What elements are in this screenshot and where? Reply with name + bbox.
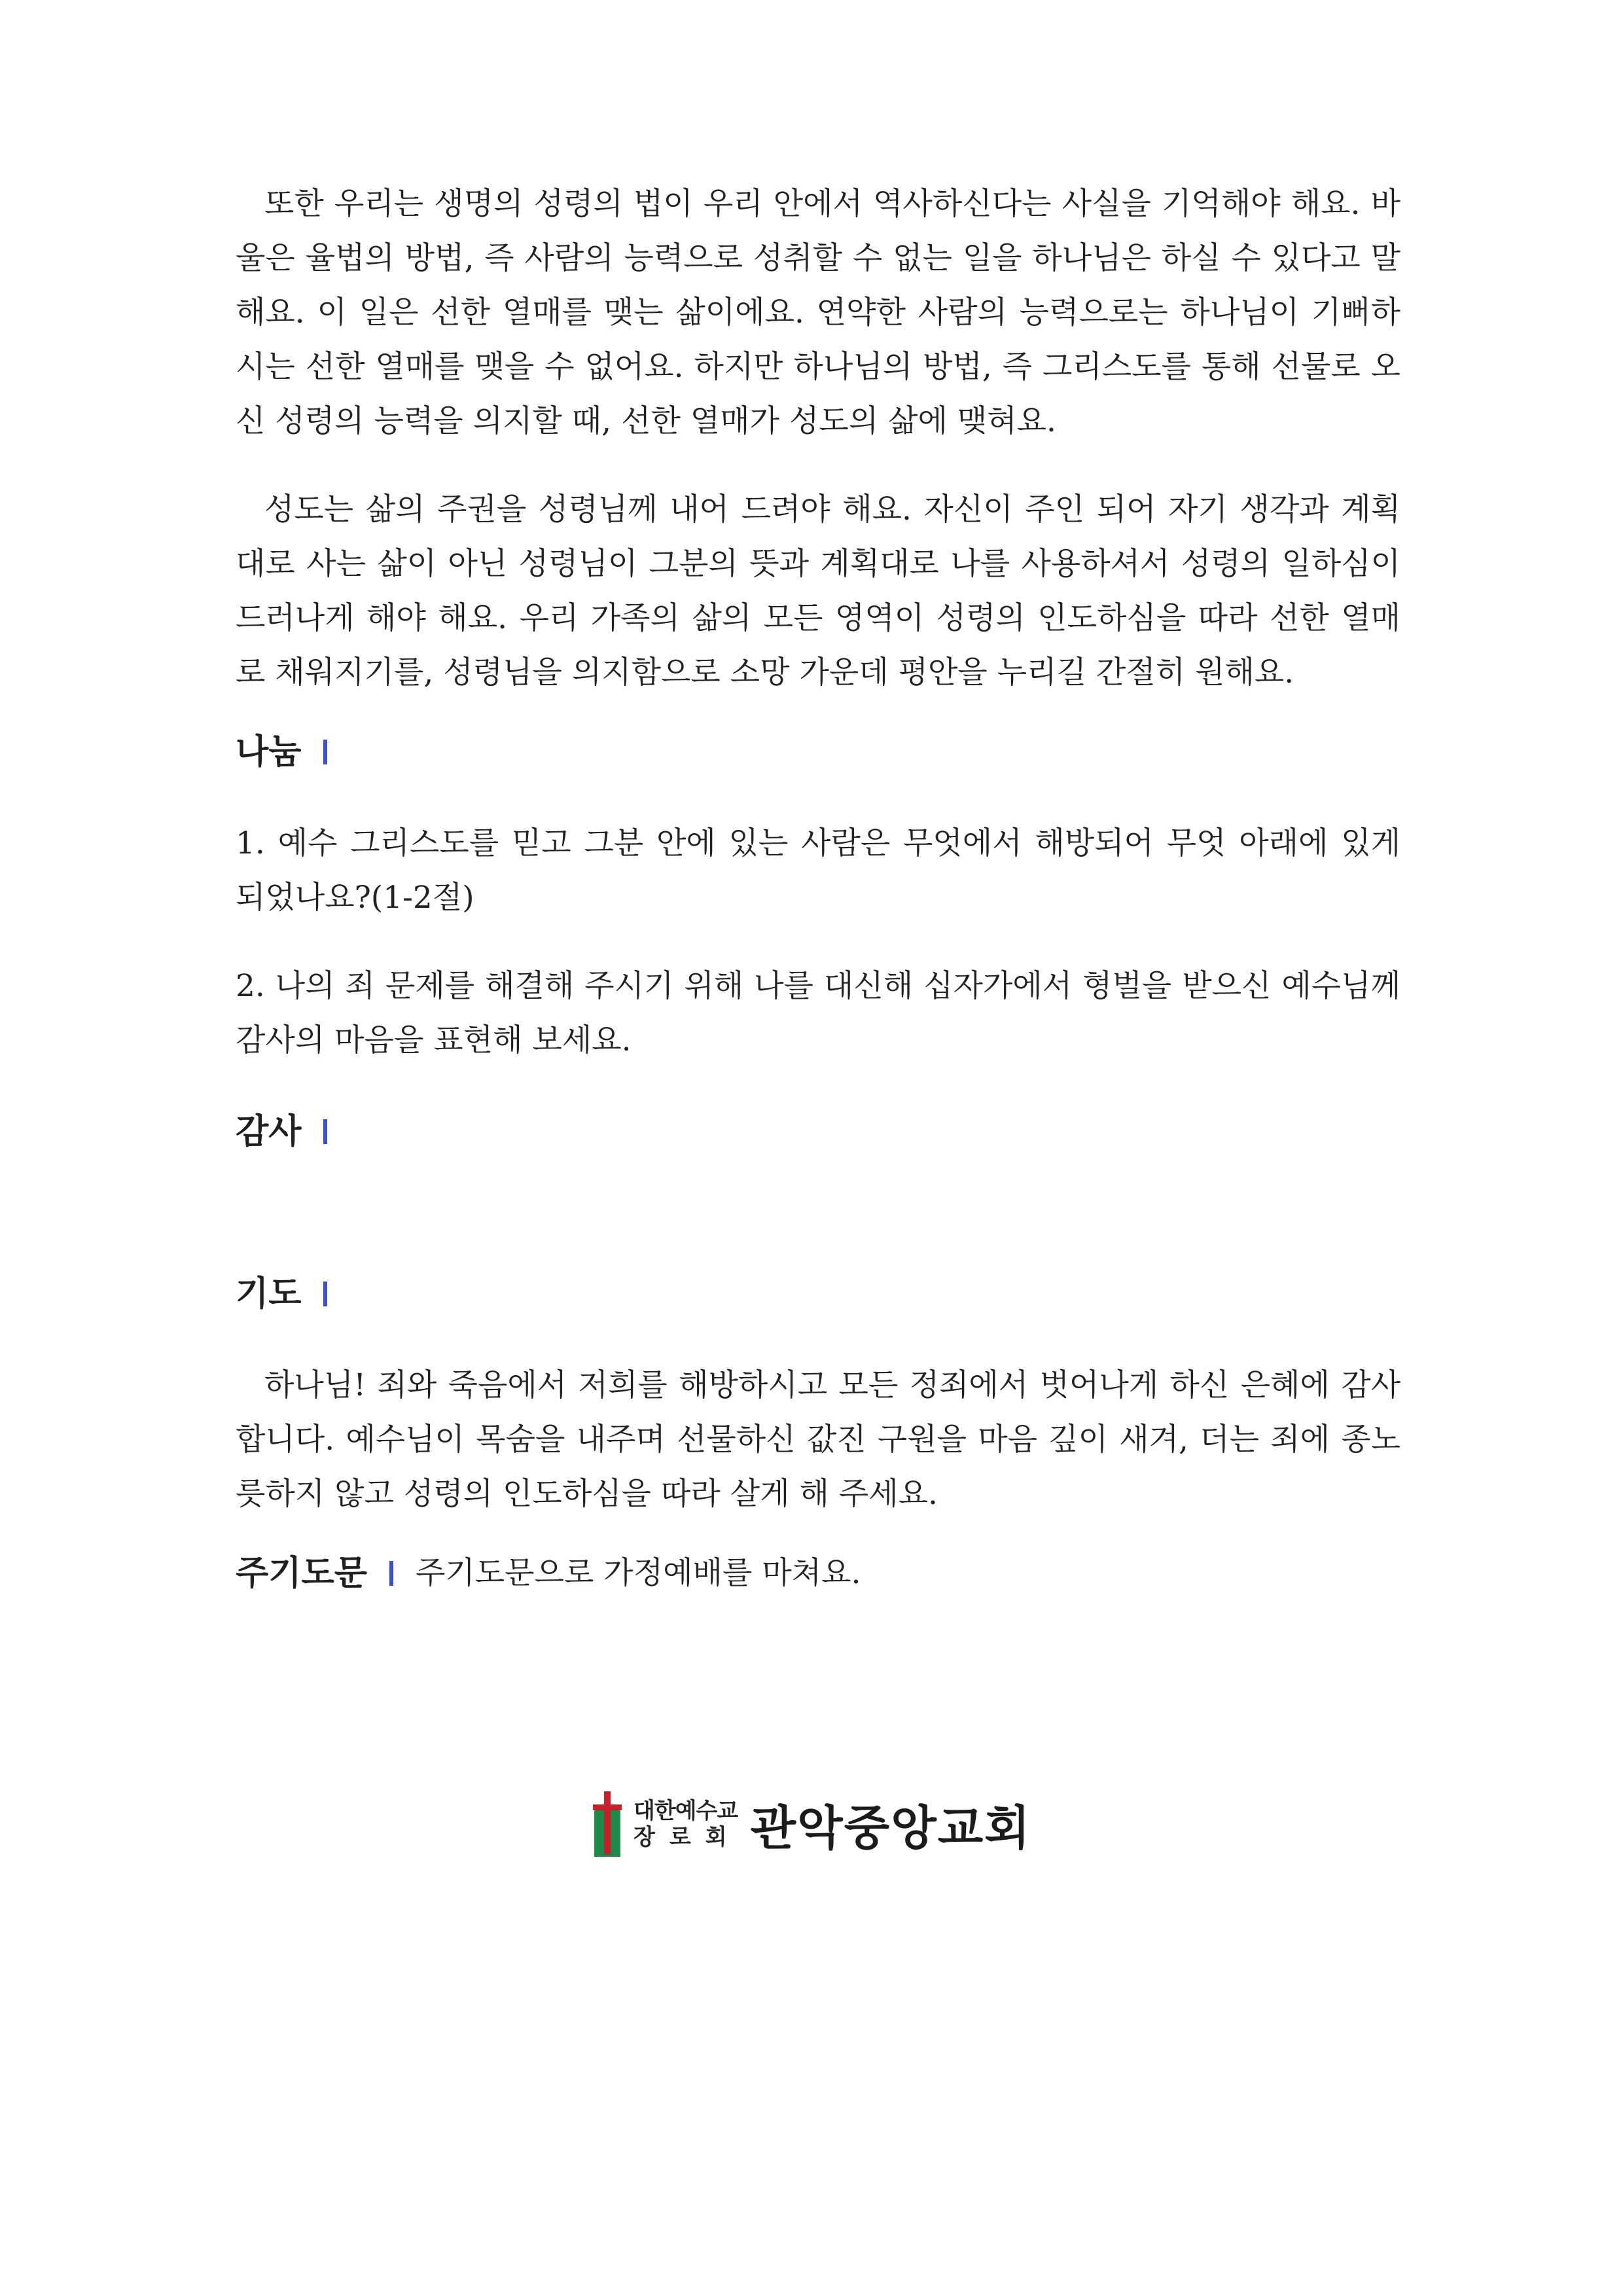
church-logo — [588, 1788, 1031, 1860]
prayer-text: 하나님! 죄와 죽음에서 저희를 해방하시고 모든 정죄에서 벗어나게 하신 은혜에 감사합니다. 예수님이 목숨을 내주며 선물하신 값진 구원을 마음 깊이 새겨, 더는 죄에 종노릇하지 않고 성령의 인도하심을 따라 살게 해 주세요. — [236, 1367, 1400, 1512]
sharing-question-2: 2. 나의 죄 문제를 해결해 주시기 위해 나를 대신해 십자가에서 형벌을 받으신 예수님께 감사의 마음을 표현해 보세요. — [236, 968, 1400, 1058]
denomination-label — [633, 1800, 741, 1848]
lords-prayer-heading — [236, 1547, 1400, 1600]
thanks-title: 감사 — [236, 1112, 302, 1151]
prayer-title: 기도 — [236, 1274, 302, 1314]
heading-bar-icon — [389, 1561, 393, 1586]
prayer-heading — [236, 1268, 1400, 1320]
heading-bar-icon — [323, 1119, 327, 1144]
denomination-line2: 장로회 — [633, 1824, 741, 1850]
paragraph-spirit-law: 또한 우리는 생명의 성령의 법이 우리 안에서 역사하신다는 사실을 기억해야 해요. 바울은 율법의 방법, 즉 사람의 능력으로 성취할 수 없는 일을 하나님은 하실 수 있다고 말해요. 이 일은 선한 열매를 맺는 삶이에요. 연약한 사람의 능력으로는 하나님이 기뻐하시는 선한 열매를 맺을 수 없어요. 하지만 하나님의 방법, 즉 그리스도를 통해 선물로 오신 성령의 능력을 의지할 때, 선한 열매가 성도의 삶에 맺혀요. — [236, 186, 1400, 439]
thanks-heading — [236, 1105, 1400, 1158]
church-name: 관악중앙교회 — [750, 1801, 1031, 1856]
cross-icon — [588, 1791, 627, 1857]
document-body — [236, 177, 1400, 1600]
lords-prayer-title: 주기도문 — [236, 1554, 367, 1593]
heading-bar-icon — [323, 740, 327, 764]
sharing-title: 나눔 — [236, 732, 302, 772]
heading-bar-icon — [323, 1282, 327, 1306]
lords-prayer-text: 주기도문으로 가정예배를 마쳐요. — [415, 1555, 861, 1591]
paragraph-lordship: 성도는 삶의 주권을 성령님께 내어 드려야 해요. 자신이 주인 되어 자기 생각과 계획대로 사는 삶이 아닌 성령님이 그분의 뜻과 계획대로 나를 사용하셔서 성령의 일하심이 드러나게 해야 해요. 우리 가족의 삶의 모든 영역이 성령의 인도하심을 따라 선한 열매로 채워지기를, 성령님을 의지함으로 소망 가운데 평안을 누리길 간절히 원해요. — [236, 492, 1400, 691]
denomination-line1: 대한예수교 — [633, 1798, 738, 1824]
sharing-question-1: 1. 예수 그리스도를 믿고 그분 안에 있는 사람은 무엇에서 해방되어 무엇 아래에 있게 되었나요?(1-2절) — [236, 825, 1400, 916]
sharing-heading — [236, 726, 1400, 778]
